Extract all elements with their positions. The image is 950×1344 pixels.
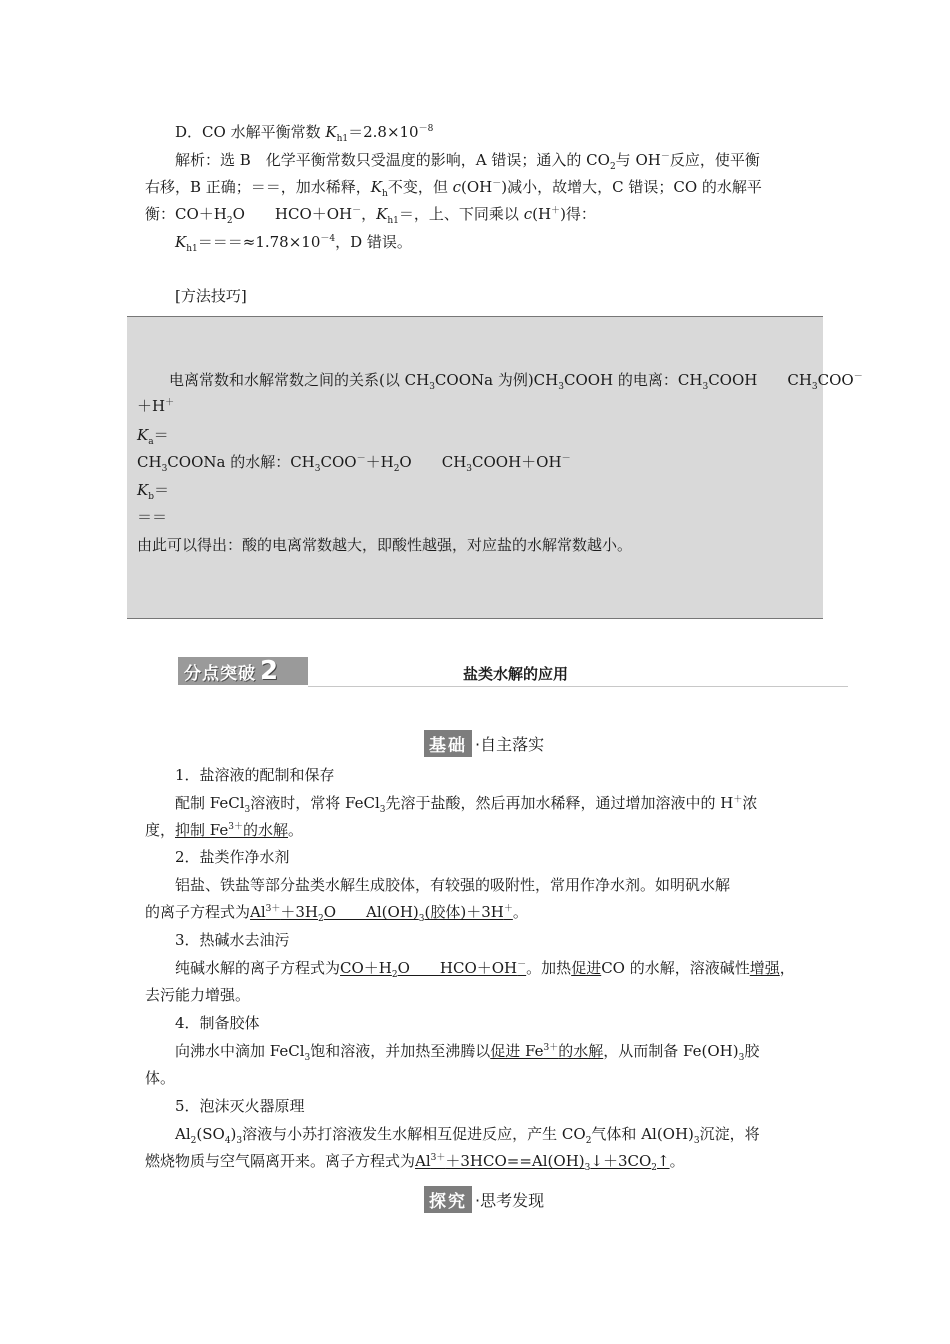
item-2-heading: 2．盐类作净水剂 <box>175 848 290 866</box>
analysis-line-4: $K_{h1}===\approx 1.78\times 10^{-4}$，D 错误。 <box>175 233 412 254</box>
box-line-5: $K_b=$ <box>137 481 169 502</box>
item-5-line-2: 燃烧物质与空气隔离开来。离子方程式为$Al^{3+}+3HCO==Al(OH)_3↓+3CO_2↑$。 <box>145 1152 685 1173</box>
item-3-line-2: 去污能力增强。 <box>145 986 251 1004</box>
section-badge-number: 2 <box>260 656 279 686</box>
analysis-line-1: 解析：选 B 化学平衡常数只受温度的影响，A 错误；通入的 $CO_2$与 OH－反应，使平衡 <box>175 151 760 172</box>
box-line-1: 电离常数和水解常数之间的关系(以 $CH_3COONa$ 为例)$CH_3COOH$ 的电离：$CH_3COOH$ $CH_3COO^-$ <box>169 371 863 392</box>
tag-basics-rest: ·自主落实 <box>475 735 545 754</box>
item-4-heading: 4．制备胶体 <box>175 1014 260 1032</box>
item-4-line-1: 向沸水中滴加 FeCl$_3$饱和溶液，并加热至沸腾以促进 $Fe^{3+}$的水解，从而制备 $Fe(OH)_3$胶 <box>175 1042 760 1063</box>
item-1-line-1: 配制 FeCl$_3$溶液时，常将 FeCl$_3$先溶于盐酸，然后再加水稀释，通过增加溶液中的 H＋浓 <box>175 794 758 815</box>
item-5-line-1: $Al_2(SO_4)_3$溶液与小苏打溶液发生水解相互促进反应，产生 $CO_2$气体和 $Al(OH)_3$沉淀，将 <box>175 1125 760 1146</box>
section-title: 盐类水解的应用 <box>463 665 569 683</box>
box-line-4: $CH_3COONa$ 的水解：$CH_3COO^-+H_2O$ $CH_3COOH+OH^-$ <box>137 453 571 474</box>
option-d: D．CO 水解平衡常数 $K_{h1}=2.8\times 10^{-8}$ <box>175 123 434 144</box>
item-2-line-1: 铝盐、铁盐等部分盐类水解生成胶体，有较强的吸附性，常用作净水剂。如明矾水解 <box>175 876 731 894</box>
item-1-line-2: 度，抑制 $Fe^{3+}$的水解。 <box>145 821 304 839</box>
box-line-3: $K_a=$ <box>137 426 169 447</box>
item-4-line-2: 体。 <box>145 1069 176 1087</box>
item-1-heading: 1．盐溶液的配制和保存 <box>175 766 335 784</box>
box-conclusion: 由此可以得出：酸的电离常数越大，即酸性越强，对应盐的水解常数越小。 <box>137 536 633 554</box>
item-5-heading: 5．泡沫灭火器原理 <box>175 1097 305 1115</box>
analysis-line-3: 衡：$CO+H_2O$ HCO＋OH－，$K_{h1}=$，上、下同乘以 c(H＋)得： <box>145 205 596 226</box>
tag-explore-dark: 探究 <box>424 1186 472 1213</box>
tag-explore-rest: ·思考发现 <box>475 1191 545 1210</box>
item-3-line-1: 纯碱水解的离子方程式为$CO+H_2O$ HCO＋OH－。加热促进CO 的水解，溶液碱性增强， <box>175 959 795 980</box>
item-2-line-2: 的离子方程式为$Al^{3+}+3H_2O$ $Al(OH)_3$(胶体)＋3H＋。 <box>145 903 528 924</box>
tag-basics <box>424 730 544 757</box>
analysis-line-2: 右移，B 正确；＝＝，加水稀释，$K_h$不变，但 c(OH－)减小，故增大，C 错误；CO 的水解平 <box>145 178 762 199</box>
box-line-6: ＝＝ <box>137 508 168 526</box>
section-badge-label: 分点突破 <box>184 663 256 684</box>
section-badge <box>178 657 308 685</box>
method-heading: [方法技巧] <box>175 287 247 305</box>
tag-basics-dark: 基础 <box>424 730 472 757</box>
tag-explore <box>424 1186 544 1213</box>
item-3-heading: 3．热碱水去油污 <box>175 931 290 949</box>
box-line-2: ＋H＋ <box>137 397 175 415</box>
section-rule <box>308 686 848 687</box>
